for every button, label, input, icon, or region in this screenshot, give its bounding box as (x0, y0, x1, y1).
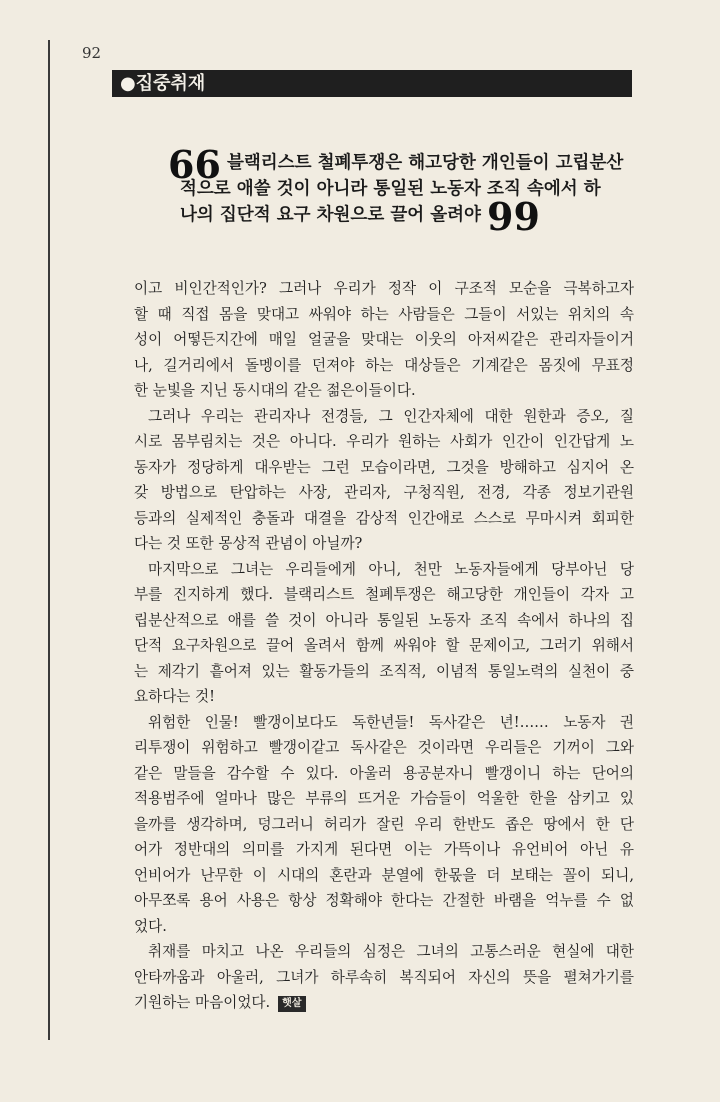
body-line-text: 기원하는 마음이었다. (134, 994, 271, 1011)
body-line: 할 때 직접 몸을 맞대고 싸워야 하는 사람들은 그들이 서있는 위치의 속 (134, 305, 634, 323)
body-line: 등과의 실제적인 충돌과 대결을 감상적 인간애로 스스로 무마시켜 회피한 (134, 509, 634, 527)
body-line: 그러나 우리는 관리자나 전경들, 그 인간자체에 대한 원한과 증오, 질 (148, 407, 634, 425)
body-line: 요하다는 것! (134, 688, 215, 705)
pull-quote-line (168, 194, 608, 239)
body-line: 적용범주에 얼마나 많은 부류의 뜨거운 가슴들이 억울한 한을 삼키고 있 (134, 790, 634, 807)
body-line: 는 제각기 흩어져 있는 활동가들의 조직적, 이념적 통일노력의 실천이 중 (134, 662, 634, 680)
pull-quote-line (168, 142, 624, 187)
body-line: 이고 비인간적인가? 그러나 우리가 정작 이 구조적 모순을 극복하고자 (134, 280, 634, 297)
body-line: 었다. (134, 917, 167, 935)
close-quote-icon: 99 (487, 194, 540, 239)
body-line: 갖 방법으로 탄압하는 사장, 관리자, 구청직원, 전경, 각종 정보기관원 (134, 484, 634, 501)
section-header (112, 70, 632, 97)
body-line (134, 990, 634, 1016)
body-line: 안타까움과 아울러, 그녀가 하루속히 복직되어 자신의 뜻을 펼쳐가기를 (134, 968, 634, 986)
body-line: 아무쪼록 용어 사용은 항상 정확해야 한다는 간절한 바램을 억누를 수 없 (134, 892, 634, 909)
body-line: 성이 어떻든지간에 매일 얼굴을 맞대는 이웃의 아저씨같은 관리자들이거 (134, 331, 634, 348)
pull-quote-text: 나의 집단적 요구 차원으로 끌어 올려야 (180, 205, 481, 225)
pull-quote-line (168, 176, 608, 202)
body-line: 동자가 정당하게 대우받는 그런 모습이라면, 그것을 방해하고 심지어 온 (134, 458, 634, 476)
body-line: 립분산적으로 애를 쓸 것이 아니라 통일된 노동자 조직 속에서 하나의 집 (134, 611, 634, 629)
body-line: 시로 몸부림치는 것은 아니다. 우리가 원하는 사회가 인간이 인간답게 노 (134, 433, 634, 450)
body-line: 을까를 생각하며, 덩그러니 허리가 잘린 우리 한반도 좁은 땅에서 한 단 (134, 815, 634, 833)
section-title: ●집중취재 (120, 73, 206, 94)
body-line: 어가 정반대의 의미를 가지게 된다면 이는 가뜩이나 유언비어 아닌 유 (134, 841, 634, 858)
pull-quote-text: 블랙리스트 철폐투쟁은 해고당한 개인들이 고립분산 (226, 153, 624, 173)
body-line: 마지막으로 그녀는 우리들에게 아니, 천만 노동자들에게 당부아닌 당 (148, 560, 634, 578)
body-line: 부를 진지하게 했다. 블랙리스트 철폐투쟁은 해고당한 개인들이 각자 고 (134, 586, 634, 603)
end-mark-icon: 햇살 (278, 996, 305, 1012)
body-line: 리투쟁이 위험하고 빨갱이같고 독사같은 것이라면 우리들은 기꺼이 그와 (134, 739, 634, 756)
body-line: 위험한 인물! 빨갱이보다도 독한년들! 독사같은 년!…… 노동자 권 (148, 713, 634, 731)
pull-quote (168, 142, 624, 239)
body-line: 한 눈빛을 지닌 동시대의 같은 젊은이들이다. (134, 382, 416, 399)
margin-rule (48, 40, 50, 1040)
pull-quote-text: 적으로 애쓸 것이 아니라 통일된 노동자 조직 속에서 하 (180, 179, 601, 199)
body-line: 단적 요구차원으로 끌어 올려서 함께 싸워야 할 문제이고, 그러기 위해서 (134, 637, 634, 654)
body-line: 다는 것 또한 몽상적 관념이 아닐까? (134, 535, 363, 552)
body-line: 나, 길거리에서 돌멩이를 던져야 하는 대상들은 기계같은 몸짓에 무표정 (134, 356, 634, 374)
body-line: 같은 말들을 감수할 수 있다. 아울러 용공분자니 빨갱이니 하는 단어의 (134, 764, 634, 782)
page-number: 92 (82, 44, 102, 62)
body-line: 언비어가 난무한 이 시대의 혼란과 분열에 한몫을 더 보태는 꼴이 되니, (134, 866, 634, 884)
article-body (134, 276, 634, 1016)
body-line: 취재를 마치고 나온 우리들의 심정은 그녀의 고통스러운 현실에 대한 (148, 943, 634, 960)
open-quote-icon: 66 (168, 142, 221, 187)
